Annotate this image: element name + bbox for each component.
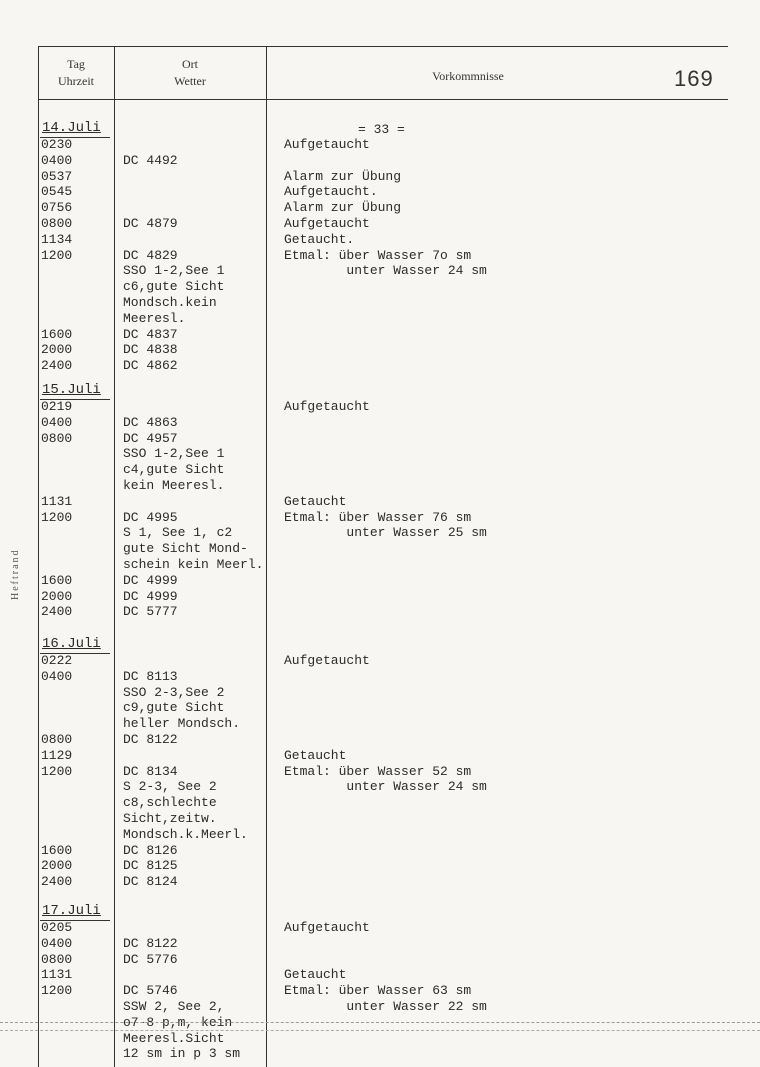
row-ort-wetter: DC 4999 [123, 588, 178, 604]
row-time: 0400 [41, 152, 73, 168]
row-ort-wetter: DC 4995 [123, 509, 178, 525]
row-time: 1131 [41, 493, 73, 509]
row-time: 0219 [41, 399, 73, 414]
header-ort: Ort [182, 57, 198, 71]
row-ort-wetter: c4,gute Sicht [123, 462, 225, 478]
row-time: 0800 [41, 430, 73, 446]
header-ort-wetter [116, 56, 264, 90]
row-vorkommnis: Aufgetaucht. [284, 184, 378, 200]
top-border [38, 46, 728, 47]
row-vorkommnis: unter Wasser 22 sm [284, 999, 487, 1014]
page-number: 169 [674, 66, 714, 91]
row-vorkommnis: Getaucht [284, 493, 347, 509]
row-ort-wetter: DC 4829 [123, 247, 178, 263]
row-ort-wetter: Meeresl.Sicht [123, 1030, 225, 1046]
row-vorkommnis: unter Wasser 25 sm [284, 525, 487, 541]
row-ort-wetter: DC 4879 [123, 216, 178, 231]
row-ort-wetter: Meeresl. [123, 310, 186, 326]
row-ort-wetter: DC 4862 [123, 358, 178, 374]
row-vorkommnis: Aufgetaucht [284, 137, 370, 152]
day-date: 16.Juli [42, 636, 101, 652]
row-ort-wetter: SSW 2, See 2, [123, 999, 225, 1014]
row-ort-wetter: Mondsch.kein [123, 295, 217, 310]
row-time: 0400 [41, 668, 73, 684]
day-date: 14.Juli [42, 120, 101, 136]
row-ort-wetter: DC 4837 [123, 326, 178, 342]
row-time: 2000 [41, 858, 73, 874]
row-time: 1200 [41, 509, 73, 525]
row-time: 0205 [41, 920, 73, 935]
row-ort-wetter: gute Sicht Mond- [123, 541, 248, 557]
row-ort-wetter: S 1, See 1, c2 [123, 525, 233, 541]
row-time: 0400 [41, 935, 73, 951]
row-time: 0545 [41, 184, 73, 200]
row-time: 2000 [41, 588, 73, 604]
row-ort-wetter: DC 4838 [123, 342, 178, 358]
row-time: 2000 [41, 342, 73, 358]
row-ort-wetter: DC 4492 [123, 152, 178, 168]
row-ort-wetter: DC 8122 [123, 935, 178, 951]
row-time: 0800 [41, 216, 73, 231]
row-time: 0400 [41, 414, 73, 430]
row-vorkommnis: Aufgetaucht [284, 216, 370, 231]
row-vorkommnis: Aufgetaucht [284, 399, 370, 414]
row-time: 1200 [41, 763, 73, 779]
row-ort-wetter: SSO 1-2,See 1 [123, 263, 225, 279]
row-vorkommnis: Etmal: über Wasser 76 sm [284, 509, 472, 525]
header-vorkommnisse: Vorkommnisse [432, 69, 504, 83]
row-time: 0800 [41, 732, 73, 747]
row-ort-wetter: c8,schlechte [123, 795, 217, 811]
margin-label: Heftrand [10, 548, 21, 600]
left-border [38, 46, 39, 1067]
row-vorkommnis: Etmal: über Wasser 52 sm [284, 763, 472, 779]
row-ort-wetter: DC 8125 [123, 858, 178, 874]
row-ort-wetter: o7-8 p,m, kein [123, 1014, 233, 1030]
column-divider-2 [266, 46, 267, 1067]
row-time: 1200 [41, 247, 73, 263]
row-vorkommnis: Getaucht. [284, 231, 355, 247]
row-time: 1600 [41, 572, 73, 588]
row-ort-wetter: DC 5776 [123, 951, 178, 967]
row-time: 0230 [41, 137, 73, 152]
row-vorkommnis: unter Wasser 24 sm [284, 779, 487, 795]
row-ort-wetter: c6,gute Sicht [123, 279, 225, 295]
row-time: 0222 [41, 653, 73, 668]
scan-dash-line [0, 1022, 760, 1023]
row-ort-wetter: DC 5777 [123, 604, 178, 620]
row-time: 2400 [41, 604, 73, 620]
row-time: 1600 [41, 326, 73, 342]
row-vorkommnis: Etmal: über Wasser 63 sm [284, 983, 472, 999]
row-ort-wetter: DC 4957 [123, 430, 178, 446]
row-time: 0537 [41, 168, 73, 184]
row-time: 1200 [41, 983, 73, 999]
row-time: 0756 [41, 200, 73, 216]
page-marker: = 33 = [358, 122, 405, 137]
row-time: 0800 [41, 951, 73, 967]
row-ort-wetter: DC 8126 [123, 842, 178, 858]
row-ort-wetter: Sicht,zeitw. [123, 811, 217, 826]
row-ort-wetter: DC 8122 [123, 732, 178, 747]
row-vorkommnis: Etmal: über Wasser 7o sm [284, 247, 472, 263]
header-tag-uhrzeit [40, 56, 112, 90]
row-vorkommnis: Aufgetaucht [284, 920, 370, 935]
day-date: 17.Juli [42, 903, 101, 919]
row-ort-wetter: DC 4863 [123, 414, 178, 430]
row-ort-wetter: DC 4999 [123, 572, 178, 588]
row-vorkommnis: Getaucht [284, 967, 347, 983]
scan-dash-line-2 [0, 1030, 760, 1031]
row-time: 1129 [41, 747, 73, 763]
row-vorkommnis: unter Wasser 24 sm [284, 263, 487, 279]
row-ort-wetter: DC 8113 [123, 668, 178, 684]
header-tag: Tag [67, 57, 85, 71]
row-time: 2400 [41, 874, 73, 890]
row-vorkommnis: Getaucht [284, 747, 347, 763]
row-time: 1600 [41, 842, 73, 858]
row-ort-wetter: heller Mondsch. [123, 716, 241, 732]
row-vorkommnis: Alarm zur Übung [284, 200, 402, 216]
header-wetter: Wetter [174, 74, 206, 88]
row-ort-wetter: SSO 1-2,See 1 [123, 446, 225, 462]
row-time: 2400 [41, 358, 73, 374]
row-time: 1134 [41, 231, 73, 247]
day-date: 15.Juli [42, 382, 101, 398]
row-ort-wetter: 12 sm in p 3 sm [123, 1046, 241, 1062]
row-ort-wetter: c9,gute Sicht [123, 700, 225, 716]
row-vorkommnis: Alarm zur Übung [284, 168, 402, 184]
header-divider [38, 99, 728, 100]
row-ort-wetter: Mondsch.k.Meerl. [123, 826, 248, 842]
row-time: 1131 [41, 967, 73, 983]
row-ort-wetter: schein kein Meerl. [123, 557, 264, 572]
row-ort-wetter: DC 8124 [123, 874, 178, 890]
header-uhrzeit: Uhrzeit [58, 74, 94, 88]
row-ort-wetter: S 2-3, See 2 [123, 779, 217, 795]
column-divider-1 [114, 46, 115, 1067]
row-ort-wetter: DC 5746 [123, 983, 178, 999]
row-ort-wetter: DC 8134 [123, 763, 178, 779]
row-ort-wetter: kein Meeresl. [123, 478, 225, 493]
row-ort-wetter: SSO 2-3,See 2 [123, 684, 225, 700]
row-vorkommnis: Aufgetaucht [284, 653, 370, 668]
